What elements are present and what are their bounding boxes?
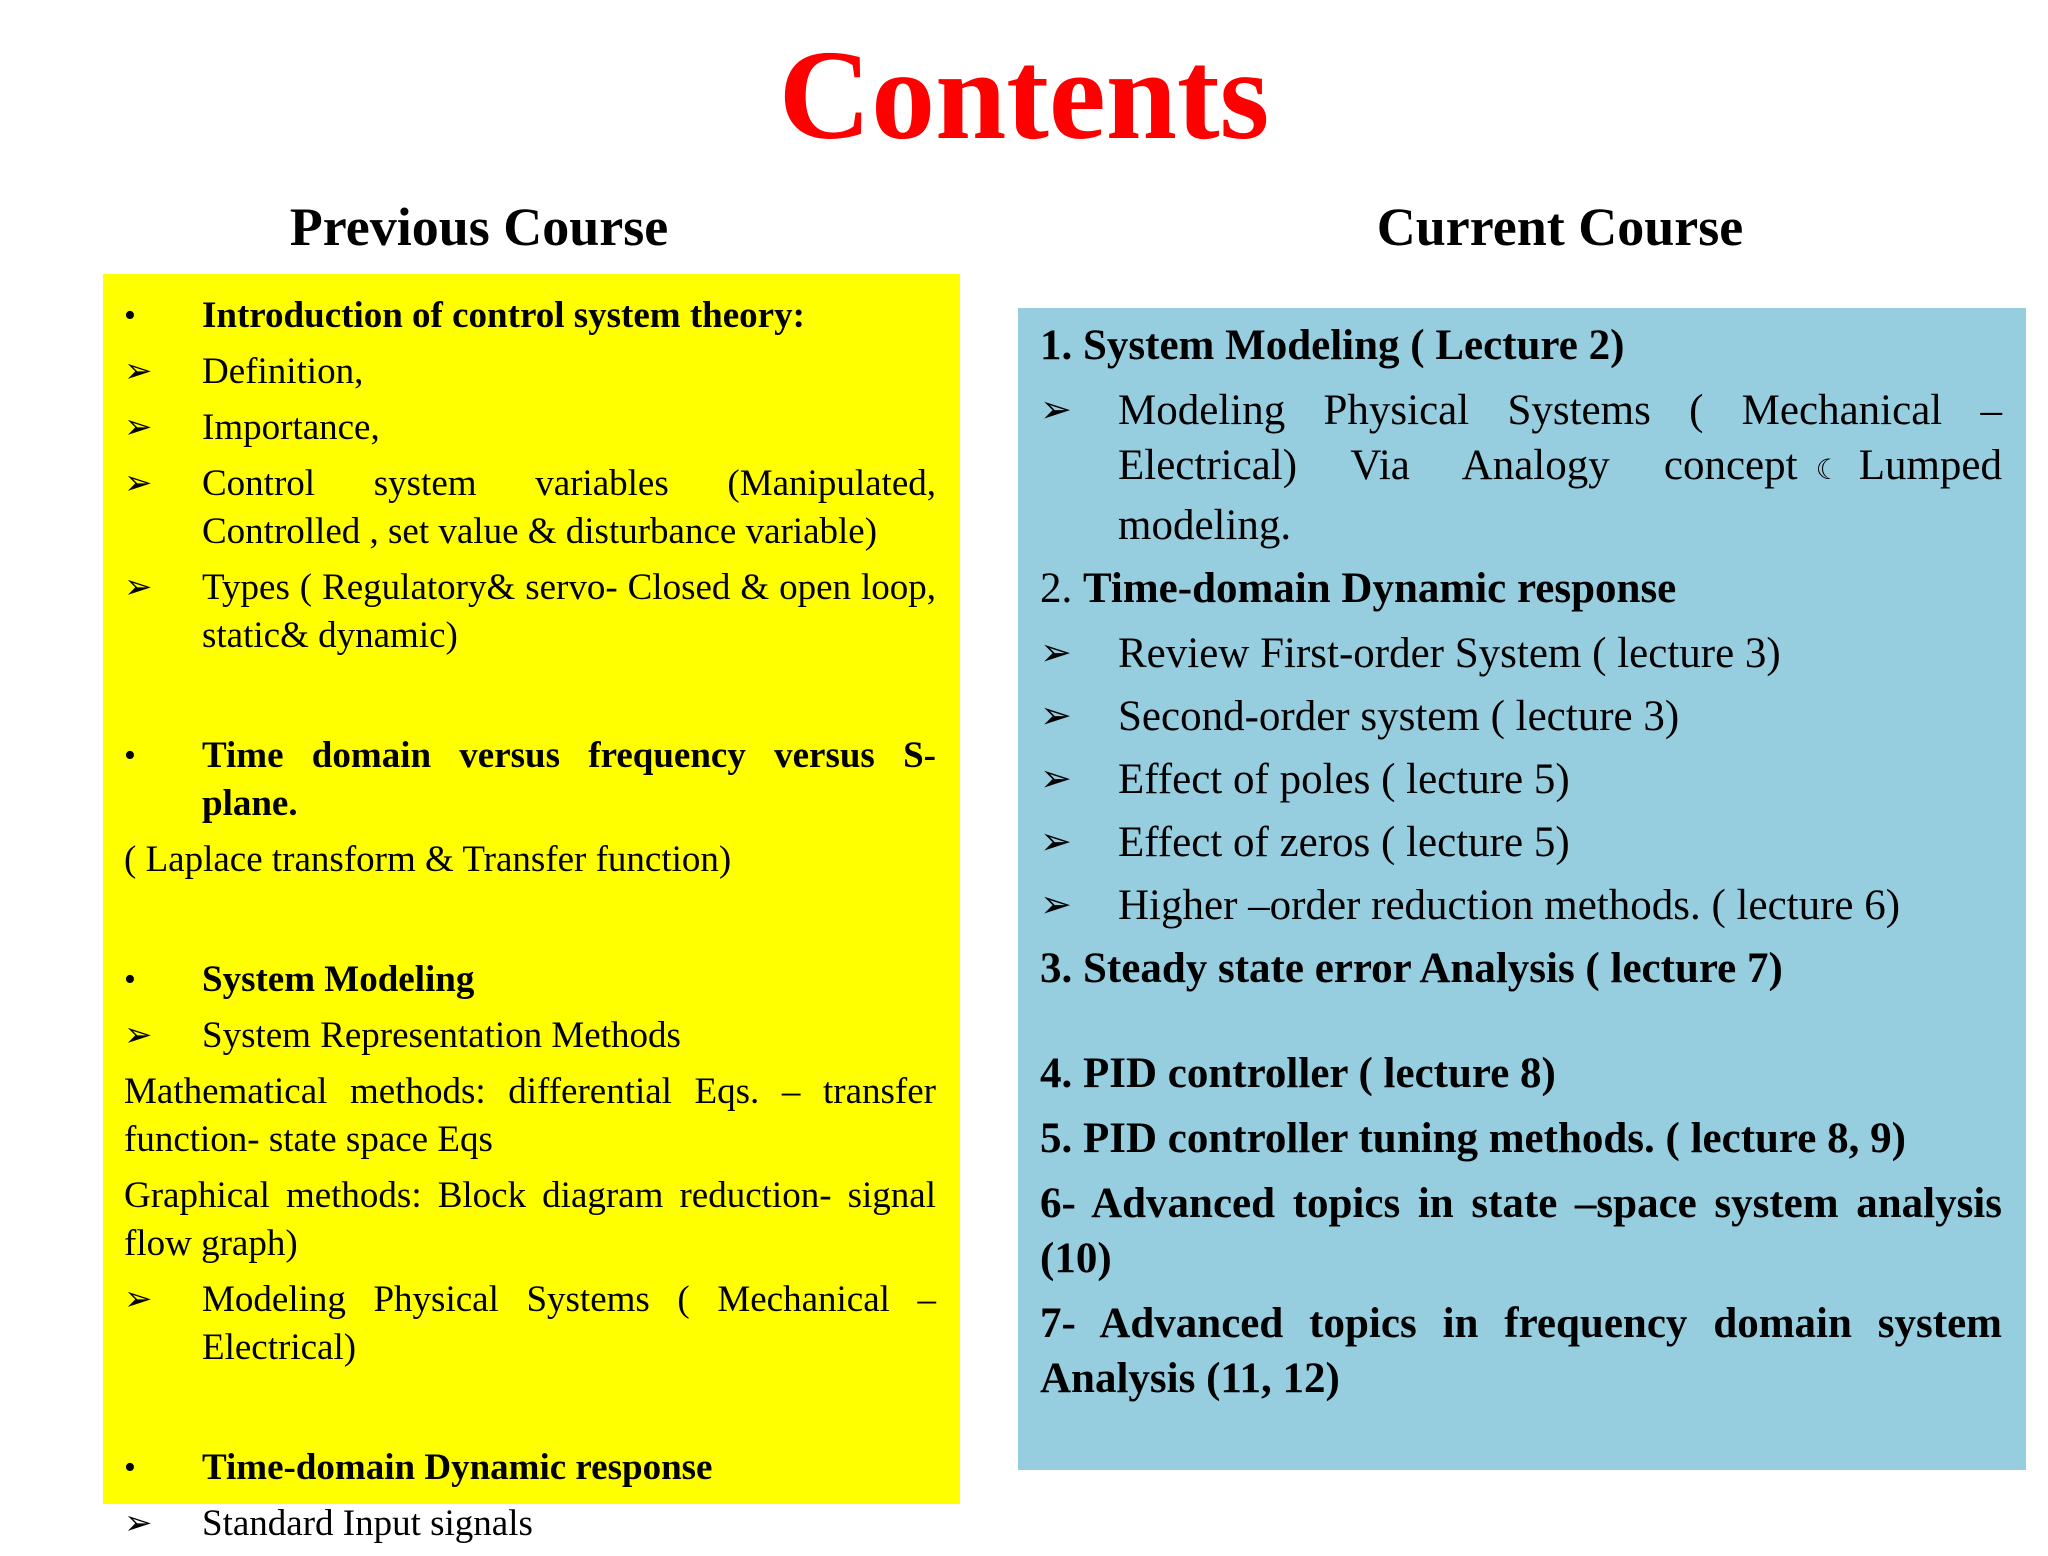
list-item (124, 1012, 936, 1060)
item6: 6- Advanced topics in state –space system analysis (10) (1040, 1180, 2002, 1282)
arrow-icon: ➢ (124, 1017, 153, 1054)
list-item (1040, 815, 2002, 870)
list-item (124, 564, 936, 660)
bullet-icon: • (124, 297, 136, 334)
math-methods-text: Mathematical methods: differential Eqs. – transfer function- state space Eqs (124, 1071, 936, 1160)
list-item (1040, 689, 2002, 744)
arrow-icon: ➢ (1040, 758, 1072, 800)
item3: 3. Steady state error Analysis ( lecture 7) (1040, 945, 1783, 992)
item2-number: 2. (1040, 565, 1073, 612)
system-modeling-heading: System Modeling (202, 959, 475, 1000)
modeling-physical-text: Modeling Physical Systems ( Mechanical – Electrical) (202, 1279, 936, 1368)
list-item (124, 956, 936, 1004)
item1-sub-a: Modeling Physical Systems ( Mechanical – Electrical) Via Analogy concept (1118, 387, 2002, 489)
list-item (1040, 626, 2002, 681)
arrow-icon: ➢ (124, 353, 153, 390)
time-domain-heading: Time domain versus frequency versus S-plane. (202, 735, 936, 824)
graphical-methods-text: Graphical methods: Block diagram reduction- signal flow graph) (124, 1175, 936, 1264)
previous-course-heading: Previous Course (289, 197, 669, 257)
arrow-icon: ➢ (1040, 389, 1072, 431)
arrow-icon: ➢ (1040, 695, 1072, 737)
item1-sub-b: Lumped modeling. (1118, 442, 2002, 549)
list-item (124, 348, 936, 396)
list-item (1040, 383, 2002, 553)
list-item (124, 292, 936, 340)
list-item (1040, 752, 2002, 807)
arrow-icon: ➢ (1040, 821, 1072, 863)
item2-heading-row (1040, 561, 2002, 616)
current-course-heading: Current Course (1376, 197, 1744, 257)
item2-heading: Time-domain Dynamic response (1083, 565, 1677, 612)
item1-heading: 1. System Modeling ( Lecture 2) (1040, 322, 1625, 369)
current-course-list (1040, 318, 2002, 1416)
standard-input-text: Standard Input signals (202, 1503, 533, 1544)
control-variables-text: Control system variables (Manipulated, Controlled , set value & disturbance variable) (202, 463, 936, 552)
bullet-icon: • (124, 961, 136, 998)
arrow-icon: ➢ (124, 465, 153, 502)
previous-course-list (124, 284, 936, 1556)
list-item (124, 732, 936, 828)
item2-sub: Effect of poles ( lecture 5) (1118, 756, 1570, 803)
moon-icon: ☾ (1815, 455, 1841, 486)
bullet-icon: • (124, 1449, 136, 1486)
list-item (1040, 878, 2002, 933)
arrow-icon: ➢ (124, 409, 153, 446)
list-item (124, 404, 936, 452)
laplace-text: ( Laplace transform & Transfer function) (124, 839, 732, 880)
arrow-icon: ➢ (1040, 632, 1072, 674)
page-title: Contents (778, 24, 1270, 166)
types-text: Types ( Regulatory& servo- Closed & open loop, static& dynamic) (202, 567, 936, 656)
intro-heading: Introduction of control system theory: (202, 295, 805, 336)
item2-sub: Review First-order System ( lecture 3) (1118, 630, 1781, 677)
bullet-icon: • (124, 737, 136, 774)
item7: 7- Advanced topics in frequency domain system Analysis (11, 12) (1040, 1300, 2002, 1402)
dynamic-response-heading: Time-domain Dynamic response (202, 1447, 713, 1488)
item5: 5. PID controller tuning methods. ( lecture 8, 9) (1040, 1115, 1906, 1162)
item2-sub: Higher –order reduction methods. ( lecture 6) (1118, 882, 1901, 929)
arrow-icon: ➢ (124, 1281, 153, 1318)
definition-text: Definition, (202, 351, 364, 392)
list-item (124, 1276, 936, 1372)
importance-text: Importance, (202, 407, 380, 448)
arrow-icon: ➢ (124, 569, 153, 606)
item2-sub: Effect of zeros ( lecture 5) (1118, 819, 1570, 866)
list-item (124, 460, 936, 556)
item2-sub: Second-order system ( lecture 3) (1118, 693, 1680, 740)
list-item (124, 1500, 936, 1548)
arrow-icon: ➢ (1040, 884, 1072, 926)
item4: 4. PID controller ( lecture 8) (1040, 1050, 1556, 1097)
list-item (124, 1444, 936, 1492)
representation-methods-text: System Representation Methods (202, 1015, 681, 1056)
arrow-icon: ➢ (124, 1505, 153, 1542)
